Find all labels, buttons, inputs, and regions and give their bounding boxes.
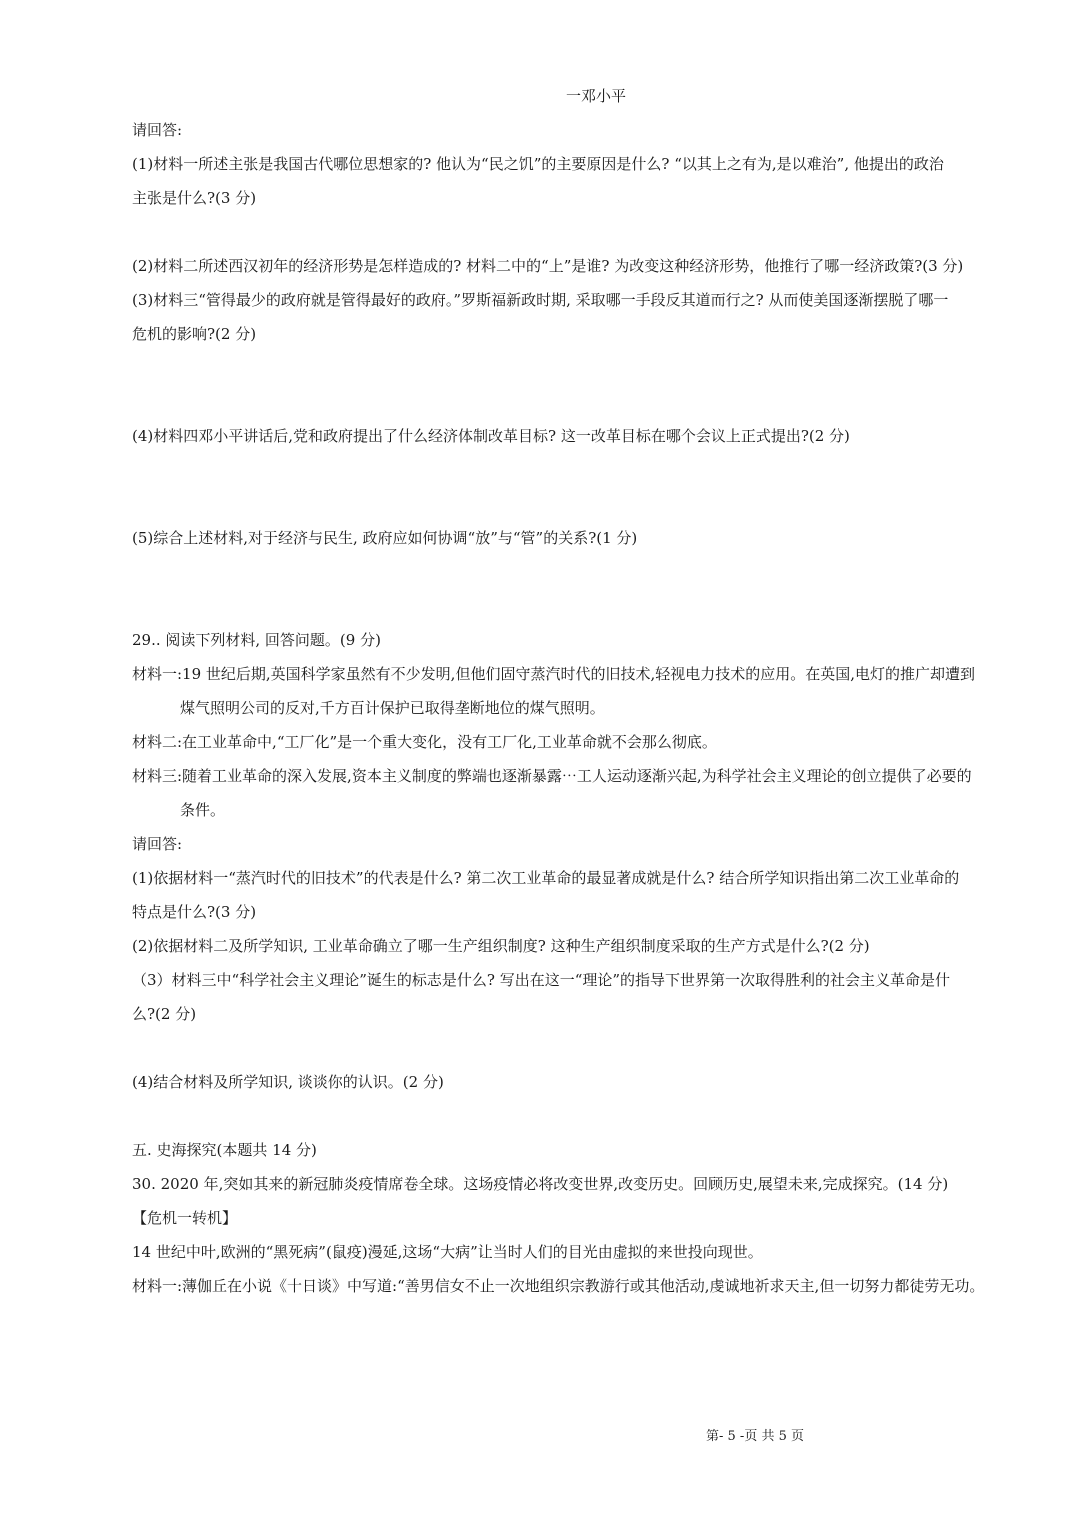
q28-sub1-line1: (1)材料一所述主张是我国古代哪位思想家的? 他认为“民之饥”的主要原因是什么? “以其上之有为,是以难治”, 他提出的政治 [132, 155, 944, 173]
q29-sub2: (2)依据材料二及所学知识, 工业革命确立了哪一生产组织制度? 这种生产组织制度采取的生产方式是什么?(2 分) [132, 937, 870, 955]
q28-sub1-line2: 主张是什么?(3 分) [132, 189, 257, 207]
q28-sub2: (2)材料二所述西汉初年的经济形势是怎样造成的? 材料二中的“上”是谁? 为改变这种经济形势，他推行了哪一经济政策?(3 分) [132, 257, 964, 275]
q29-sub3-line1: （3）材料三中“科学社会主义理论”诞生的标志是什么? 写出在这一“理论”的指导下世界第一次取得胜利的社会主义革命是什 [132, 971, 951, 989]
q29-sub4: (4)结合材料及所学知识, 谈谈你的认识。(2 分) [132, 1073, 444, 1091]
q28-sub3-line1: (3)材料三“管得最少的政府就是管得最好的政府。”罗斯福新政时期, 采取哪一手段反其道而行之? 从而使美国逐渐摆脱了哪一 [132, 291, 949, 309]
attribution: 一邓小平 [566, 87, 627, 105]
section5-material1: 材料一:薄伽丘在小说《十日谈》中写道:“善男信女不止一次地组织宗教游行或其他活动,虔诚地祈求天主,但一切努力都徒劳无功。 [132, 1277, 985, 1295]
q29-sub1-line2: 特点是什么?(3 分) [132, 903, 257, 921]
q28-sub3-line2: 危机的影响?(2 分) [132, 325, 257, 343]
q28-sub4: (4)材料四邓小平讲话后,党和政府提出了什么经济体制改革目标? 这一改革目标在哪个会议上正式提出?(2 分) [132, 427, 850, 445]
q29-material1-line2: 煤气照明公司的反对,千方百计保护已取得垄断地位的煤气照明。 [180, 699, 605, 717]
q29-prompt: 请回答: [132, 835, 183, 853]
q29-title: 29.. 阅读下列材料, 回答问题。(9 分) [132, 631, 381, 649]
section5-intro: 14 世纪中叶,欧洲的“黑死病”(鼠疫)漫延,这场“大病”让当时人们的目光由虚拟的来世投向现世。 [132, 1243, 763, 1261]
q30-text: 30. 2020 年,突如其来的新冠肺炎疫情席卷全球。这场疫情必将改变世界,改变历史。回顾历史,展望未来,完成探究。(14 分) [132, 1175, 949, 1193]
q29-material2: 材料二:在工业革命中,“工厂化”是一个重大变化，没有工厂化,工业革命就不会那么彻底。 [132, 733, 717, 751]
q29-sub1-line1: (1)依据材料一“蒸汽时代的旧技术”的代表是什么? 第二次工业革命的最显著成就是什么? 结合所学知识指出第二次工业革命的 [132, 869, 960, 887]
q28-sub5: (5)综合上述材料,对于经济与民生, 政府应如何协调“放”与“管”的关系?(1 分) [132, 529, 638, 547]
section5-title: 五. 史海探究(本题共 14 分) [132, 1141, 317, 1159]
section5-heading: 【危机一转机】 [132, 1209, 238, 1227]
q29-material3-line1: 材料三:随着工业革命的深入发展,资本主义制度的弊端也逐渐暴露⋯工人运动逐渐兴起,为科学社会主义理论的创立提供了必要的 [132, 767, 972, 785]
page-footer: 第- 5 -页 共 5 页 [706, 1429, 804, 1444]
q29-material3-line2: 条件。 [180, 801, 226, 819]
q29-sub3-line2: 么?(2 分) [132, 1005, 197, 1023]
q29-material1-line1: 材料一:19 世纪后期,英国科学家虽然有不少发明,但他们固守蒸汽时代的旧技术,轻视电力技术的应用。在英国,电灯的推广却遭到 [132, 665, 975, 683]
q28-prompt: 请回答: [132, 121, 183, 139]
